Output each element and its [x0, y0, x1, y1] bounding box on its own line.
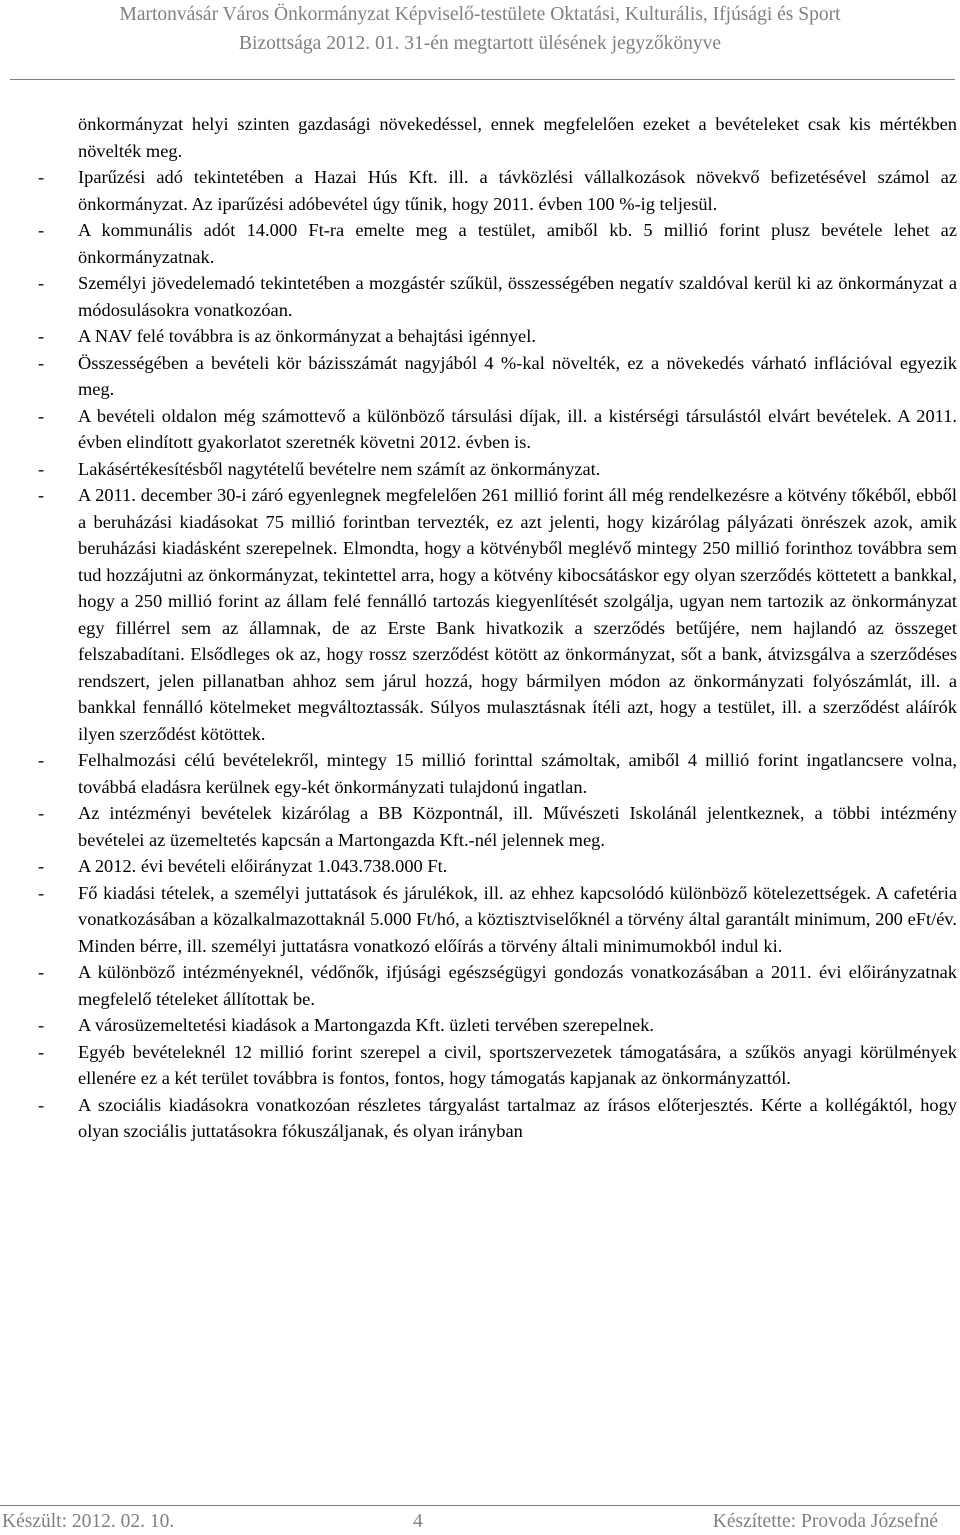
- list-item: [38, 270, 957, 323]
- list-bullet: -: [38, 405, 45, 426]
- list-item: [38, 323, 957, 350]
- list-item-text: Az intézményi bevételek kizárólag a BB Központnál, ill. Művészeti Iskolánál jelentkeznek, a többi intézmény bevételei az üzemeltetés kapcsán a Martongazda Kft.-nél jelennek meg.: [78, 803, 957, 850]
- list-item-text: A szociális kiadásokra vonatkozóan részletes tárgyalást tartalmaz az írásos előterjesztés. Kérte a kollégáktól, hogy olyan szociális juttatásokra fókuszáljanak, és olyan irányban: [78, 1094, 957, 1141]
- list-bullet: -: [38, 220, 45, 240]
- list-bullet: -: [38, 485, 45, 505]
- list-item-text: Személyi jövedelemadó tekintetében a mozgástér szűkül, összességében negatív szaldóval kerül ki az önkormányzat a módosulásokra vonatkozóan.: [78, 273, 957, 320]
- list-item-text: Összességében a bevételi kör bázisszámát nagyjából 4 %-kal növelték, ez a növekedés várható inflációval egyezik meg.: [78, 352, 957, 399]
- list-item-text: A kommunális adót 14.000 Ft-ra emelte meg a testület, amiből kb. 5 millió forint plusz bevétele lehet az önkormányzatnak.: [78, 220, 957, 267]
- list-bullet: -: [38, 962, 45, 982]
- header-line-1: Martonvásár Város Önkormányzat Képviselő-testülete Oktatási, Kulturális, Ifjúsági és Sport: [119, 4, 841, 25]
- list-bullet: -: [38, 856, 45, 876]
- header-divider: [10, 79, 955, 80]
- list-item-text: A bevételi oldalon még számottevő a különböző társulási díjak, ill. a kistérségi társulástól elvárt bevételek. A 2011. évben elindított gyakorlatot szeretnék követni 2012. évben is.: [78, 405, 957, 452]
- list-item-text: Fő kiadási tételek, a személyi juttatások és járulékok, ill. az ehhez kapcsolódó különböző kötelezettségek. A cafetéria vonatkozásában a közalkalmazottaknál 5.000 Ft/hó, a köztisztviselőknél a törvény által garantált minimum, 200 eFt/év. Minden bérre, ill. személyi juttatásra vonatkozó előírás a törvény általi minimumokból indul ki.: [78, 882, 957, 956]
- page-footer: [0, 1509, 960, 1535]
- list-item: [38, 482, 957, 747]
- list-bullet: -: [38, 273, 45, 293]
- list-item-text: A 2012. évi bevételi előirányzat 1.043.738.000 Ft.: [78, 856, 448, 876]
- list-item: [38, 1012, 957, 1039]
- list-item: [38, 350, 957, 403]
- list-item: [38, 164, 957, 217]
- list-bullet: -: [38, 1015, 45, 1035]
- list-bullet: -: [38, 167, 45, 187]
- list-item-text: Lakásértékesítésből nagytételű bevételre nem számít az önkormányzat.: [78, 458, 601, 479]
- list-bullet: -: [38, 458, 45, 479]
- header-line-2: Bizottsága 2012. 01. 31-én megtartott ülésének jegyzőkönyve: [239, 33, 721, 54]
- list-item: [38, 1039, 957, 1092]
- intro-paragraph: önkormányzat helyi szinten gazdasági növekedéssel, ennek megfelelően ezeket a bevételeket csak kis mértékben növelték meg.: [78, 114, 957, 161]
- list-bullet: -: [38, 750, 45, 770]
- list-item: [38, 217, 957, 270]
- footer-created-date: Készült: 2012. 02. 10.: [2, 1511, 175, 1532]
- list-item: [38, 403, 957, 456]
- list-bullet: -: [38, 803, 45, 823]
- list-item: [38, 456, 957, 483]
- list-item-text: Iparűzési adó tekintetében a Hazai Hús Kft. ill. a távközlési vállalkozások növekvő befizetésével számol az önkormányzat. Az iparűzési adóbevétel úgy tűnik, hogy 2011. évben 100 %-ig teljesül.: [78, 167, 957, 214]
- list-bullet: -: [38, 352, 45, 373]
- list-item-text: A 2011. december 30-i záró egyenlegnek megfelelően 261 millió forint áll még rendelkezésre a kötvény tőkéből, ebből a beruházási kiadásokat 75 millió forintban tervezték, ez azt jelenti, hogy kizárólag pályázati önrészek azok, amik beruházási kiadásként szerepelnek. Elmondta, hogy a kötvényből meglévő mintegy 250 millió forinthoz továbbra sem tud hozzájutni az önkormányzat, tekintettel arra, hogy a kötvény kibocsátáskor egy olyan szerződés köttetett a bankkal, hogy a 250 millió forint az állam felé fennálló tartozás kiegyenlítését szolgálja, ugyan nem tartozik az önkormányzat egy fillérrel sem az államnak, de az Erste Bank hivatkozik a szerződés betűjére, nem hajlandó az összeget felszabadítani. Elsődleges ok az, hogy rossz szerződést kötött az önkormányzat, sőt a bank, átvizsgálva a szerződéses rendszert, jelen pillanatban ahhoz sem járul hozzá, hogy bármilyen módon az önkormányzati folyószámlát, ill. a bankkal fennálló kötelmeket megváltoztassák. Súlyos mulasztásnak ítéli azt, hogy a testület, ill. a szerződést aláírók ilyen szerződést kötöttek.: [78, 485, 957, 744]
- list-item-text: A különböző intézményeknél, védőnők, ifjúsági egészségügyi gondozás vonatkozásában a 2011. évi előirányzatnak megfelelő tételeket állítottak be.: [78, 962, 957, 1009]
- list-item: [38, 1092, 957, 1145]
- list-item: [38, 853, 957, 880]
- list-item-text: Egyéb bevételeknél 12 millió forint szerepel a civil, sportszervezetek támogatására, a szűkös anyagi körülmények ellenére ez a két terület továbbra is fontos, fontos, hogy támogatás kapjanak az önkormányzattól.: [78, 1041, 957, 1088]
- list-bullet: -: [38, 882, 45, 903]
- list-item-text: Felhalmozási célú bevételekről, mintegy 15 millió forinttal számoltak, amiből 4 millió forint ingatlancsere volna, továbbá eladásra kerülnek egy-két önkormányzati tulajdonú ingatlan.: [78, 750, 957, 797]
- list-bullet: -: [38, 326, 45, 346]
- page-number: 4: [413, 1511, 423, 1532]
- document-body: [38, 111, 957, 1145]
- list-bullet: -: [38, 1041, 45, 1062]
- list-item: [38, 800, 957, 853]
- footer-divider: [0, 1505, 960, 1506]
- list-item-text: A városüzemeltetési kiadások a Martongazda Kft. üzleti tervében szerepelnek.: [78, 1015, 654, 1035]
- footer-author: Készítette: Provoda Józsefné: [712, 1511, 938, 1532]
- list-bullet: -: [38, 1094, 45, 1115]
- page-header: [0, 0, 960, 58]
- list-item-text: A NAV felé továbbra is az önkormányzat a behajtási igénnyel.: [78, 326, 536, 346]
- list-item: [38, 747, 957, 800]
- list-item: [38, 880, 957, 960]
- list-item: [38, 959, 957, 1012]
